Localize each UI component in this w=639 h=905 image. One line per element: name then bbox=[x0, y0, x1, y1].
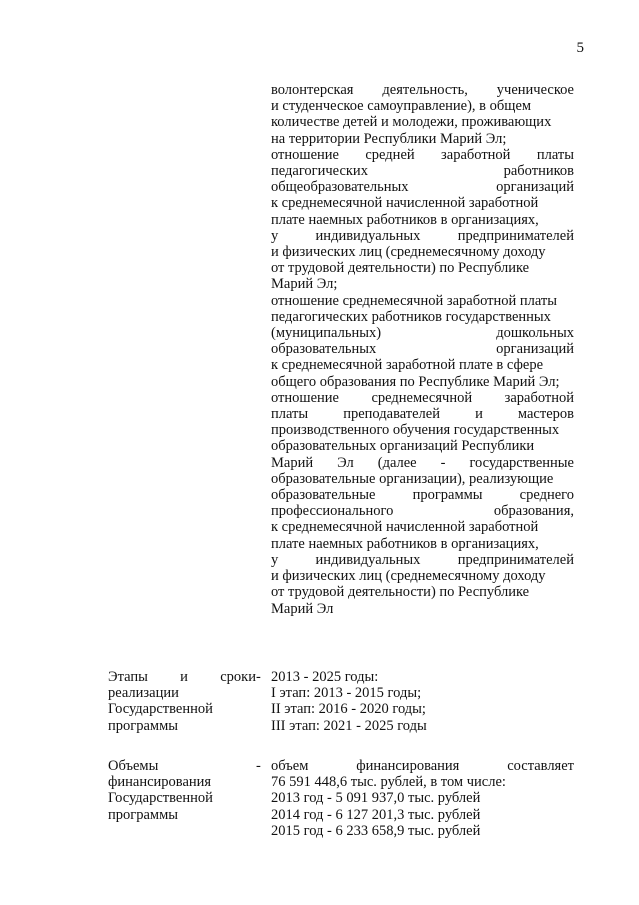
word: составляет bbox=[507, 758, 574, 774]
word: среднего bbox=[519, 487, 574, 504]
word: к среднемесячной начисленной заработной bbox=[271, 519, 539, 536]
word: Марий Эл; bbox=[271, 276, 338, 293]
word: сроки bbox=[220, 669, 256, 685]
word: образовательные bbox=[271, 487, 376, 504]
word: у bbox=[271, 227, 279, 244]
text-line bbox=[271, 179, 574, 195]
label-line: программы bbox=[108, 806, 178, 823]
text-line bbox=[271, 438, 574, 454]
word: 2015 год - 6 233 658,9 тыс. рублей bbox=[271, 822, 481, 839]
word: и студенческое самоуправление), в общем bbox=[271, 98, 532, 115]
word: профессионального bbox=[271, 503, 394, 520]
word: к среднемесячной начисленной заработной bbox=[271, 195, 539, 212]
word: ученическое bbox=[496, 82, 574, 98]
value-line bbox=[271, 758, 574, 774]
word: Марий bbox=[271, 454, 314, 471]
text-line bbox=[271, 212, 574, 228]
text-line bbox=[271, 601, 574, 617]
text-line bbox=[271, 390, 574, 406]
word: отношение bbox=[271, 389, 339, 406]
word: педагогических работников государственных bbox=[271, 308, 551, 325]
word: индивидуальных bbox=[315, 551, 421, 568]
value-line bbox=[271, 774, 574, 790]
text-line bbox=[271, 422, 574, 438]
word: Марий Эл bbox=[271, 600, 334, 617]
word: общего образования по Республике Марий Эл; bbox=[271, 373, 560, 390]
word: финансирования bbox=[356, 758, 460, 774]
word: (муниципальных) bbox=[271, 325, 382, 342]
word: предпринимателей bbox=[457, 551, 574, 568]
text-line bbox=[271, 519, 574, 535]
word: образования, bbox=[493, 503, 574, 520]
word: на территории Республики Марий Эл; bbox=[271, 130, 507, 147]
page-number: 5 bbox=[576, 40, 584, 56]
value-line: II этап: 2016 - 2020 годы; bbox=[271, 701, 426, 718]
text-line bbox=[271, 82, 574, 98]
text-line bbox=[271, 503, 574, 519]
label-line: Объемы bbox=[108, 758, 159, 774]
label-line: финансирования bbox=[108, 774, 212, 791]
word: у bbox=[271, 551, 279, 568]
text-line bbox=[271, 163, 574, 179]
word: программы bbox=[412, 487, 483, 504]
text-line bbox=[271, 244, 574, 260]
word: образовательных организаций Республики bbox=[271, 438, 535, 455]
value-line bbox=[271, 823, 574, 839]
word: отношение bbox=[271, 146, 339, 163]
text-line bbox=[271, 131, 574, 147]
word: 2013 год - 5 091 937,0 тыс. рублей bbox=[271, 790, 481, 807]
word: дошкольных bbox=[496, 325, 574, 342]
stages-values bbox=[271, 669, 574, 734]
word: количестве детей и молодежи, проживающих bbox=[271, 114, 552, 131]
text-line bbox=[271, 455, 574, 471]
text-line bbox=[271, 309, 574, 325]
value-line bbox=[271, 790, 574, 806]
word: платы bbox=[536, 146, 574, 163]
word: предпринимателей bbox=[457, 227, 574, 244]
word: и физических лиц (среднемесячному доходу bbox=[271, 568, 546, 585]
word: Этапы bbox=[108, 669, 148, 685]
word: реализации bbox=[108, 685, 179, 702]
stages-label bbox=[108, 669, 256, 734]
label-line bbox=[108, 669, 256, 685]
text-line bbox=[271, 552, 574, 568]
word: индивидуальных bbox=[315, 227, 421, 244]
word: Государственной bbox=[108, 701, 213, 718]
label-line bbox=[108, 685, 256, 701]
funding-label bbox=[108, 758, 256, 823]
word: и физических лиц (среднемесячному доходу bbox=[271, 244, 546, 261]
text-line bbox=[271, 406, 574, 422]
text-line bbox=[271, 276, 574, 292]
word: образовательные организации), реализующие bbox=[271, 470, 554, 487]
value-line: 2013 - 2025 годы: bbox=[271, 669, 379, 685]
word: 2014 год - 6 127 201,3 тыс. рублей bbox=[271, 806, 481, 823]
funding-values bbox=[271, 758, 574, 839]
text-line bbox=[271, 584, 574, 600]
word: - bbox=[440, 454, 446, 471]
value-line: I этап: 2013 - 2015 годы; bbox=[271, 685, 422, 702]
text-line bbox=[271, 147, 574, 163]
text-line bbox=[271, 487, 574, 503]
label-line bbox=[108, 701, 256, 717]
word: и bbox=[475, 406, 483, 423]
word: от трудовой деятельности) по Республике bbox=[271, 260, 530, 277]
value-line bbox=[271, 807, 574, 823]
word: организаций bbox=[496, 179, 574, 196]
word: среднемесячной bbox=[371, 389, 473, 406]
value-line: III этап: 2021 - 2025 годы bbox=[271, 717, 427, 734]
stages-dash: - bbox=[256, 669, 261, 685]
text-line bbox=[271, 228, 574, 244]
word: преподавателей bbox=[343, 406, 440, 423]
word: общеобразовательных bbox=[271, 179, 409, 196]
text-line bbox=[271, 98, 574, 114]
word: отношение среднемесячной заработной платы bbox=[271, 292, 558, 309]
word: объем bbox=[271, 758, 309, 774]
word: плате наемных работников в организациях, bbox=[271, 535, 539, 552]
word: мастеров bbox=[517, 406, 574, 423]
text-line bbox=[271, 471, 574, 487]
word: организаций bbox=[496, 341, 574, 358]
word: образовательных bbox=[271, 341, 377, 358]
word: Эл bbox=[337, 454, 354, 471]
word: плате наемных работников в организациях, bbox=[271, 211, 539, 228]
text-line bbox=[271, 195, 574, 211]
word: и bbox=[180, 669, 188, 685]
text-line bbox=[271, 374, 574, 390]
word: деятельность, bbox=[382, 82, 468, 98]
continuation-text bbox=[271, 82, 574, 617]
text-line bbox=[271, 325, 574, 341]
word: от трудовой деятельности) по Республике bbox=[271, 584, 530, 601]
word: заработной bbox=[504, 389, 574, 406]
word: 76 591 448,6 тыс. рублей, в том числе: bbox=[271, 774, 506, 791]
text-line bbox=[271, 260, 574, 276]
text-line bbox=[271, 114, 574, 130]
word: педагогических bbox=[271, 163, 368, 180]
text-line bbox=[271, 357, 574, 373]
word: заработной bbox=[441, 146, 511, 163]
word: производственного обучения государственных bbox=[271, 422, 560, 439]
word: волонтерская bbox=[271, 82, 354, 98]
word: работников bbox=[503, 163, 574, 180]
text-line bbox=[271, 568, 574, 584]
word: к среднемесячной заработной плате в сфере bbox=[271, 357, 544, 374]
word: платы bbox=[271, 406, 309, 423]
word: средней bbox=[365, 146, 415, 163]
label-line bbox=[108, 718, 256, 734]
text-line bbox=[271, 293, 574, 309]
label-line: Государственной bbox=[108, 790, 213, 807]
funding-dash: - bbox=[256, 758, 261, 774]
word: программы bbox=[108, 717, 178, 734]
text-line bbox=[271, 536, 574, 552]
word: государственные bbox=[469, 454, 574, 471]
word: (далее bbox=[377, 454, 417, 471]
text-line bbox=[271, 341, 574, 357]
